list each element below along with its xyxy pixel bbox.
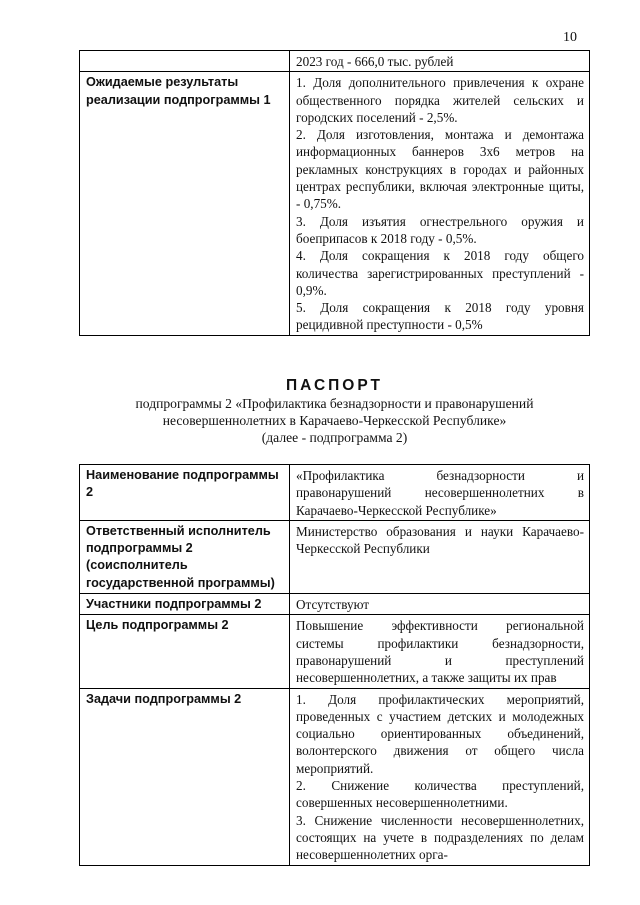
- table-row: [80, 615, 590, 688]
- row-value: «Профилактика безнадзорности и правонарушений несовершеннолетних в Карачаево-Черкесской Республике»: [290, 465, 590, 521]
- list-item: 3. Снижение численности несовершеннолетних, состоящих на учете в подразделениях по делам несовершеннолетних орга-: [296, 812, 584, 863]
- finance-tail-cell: 2023 год - 666,0 тыс. рублей: [290, 51, 590, 72]
- page-number: 10: [563, 30, 577, 45]
- table-row: [80, 594, 590, 615]
- list-item: 2. Доля изготовления, монтажа и демонтажа информационных баннеров 3х6 метров на рекламных конструкциях в городах и районных центрах республики, включая электронные щиты, - 0,75%.: [296, 127, 584, 212]
- row-value: Повышение эффективности региональной системы профилактики безнадзорности, правонарушений и преступлений несовершеннолетних, а также защиты их прав: [290, 615, 590, 688]
- row-value: Отсутствуют: [290, 594, 590, 615]
- passport-subtitle-2: несовершеннолетних в Карачаево-Черкесской Республике»: [162, 413, 507, 428]
- results-label: Ожидаемые результаты реализации подпрограммы 1: [80, 72, 290, 335]
- row-label: Цель подпрограммы 2: [80, 615, 290, 688]
- row-value: Министерство образования и науки Карачаево-Черкесской Республики: [290, 520, 590, 593]
- table-row: [80, 688, 590, 865]
- list-item: 5. Доля сокращения к 2018 году уровня рецидивной преступности - 0,5%: [296, 300, 584, 333]
- list-item: 2. Снижение количества преступлений, совершенных несовершеннолетними.: [296, 778, 584, 811]
- row-label: Участники подпрограммы 2: [80, 594, 290, 615]
- row-label: Ответственный исполнитель подпрограммы 2 (соисполнитель государственной программы): [80, 520, 290, 593]
- table-row: [80, 520, 590, 593]
- tasks-cell: [290, 688, 590, 865]
- passport-subtitle-1: подпрограммы 2 «Профилактика безнадзорности и правонарушений: [135, 396, 534, 411]
- passport-subtitle-3: (далее - подпрограмма 2): [261, 430, 408, 445]
- passport-heading: [79, 376, 590, 446]
- table-row: [80, 51, 590, 72]
- list-item: 4. Доля сокращения к 2018 году общего количества зарегистрированных преступлений - 0,9%.: [296, 248, 584, 298]
- table-cell: [80, 51, 290, 72]
- list-item: 3. Доля изъятия огнестрельного оружия и боеприпасов к 2018 году - 0,5%.: [296, 213, 584, 246]
- row-label: Наименование подпрограммы 2: [80, 465, 290, 521]
- results-cell: [290, 72, 590, 335]
- tasks-label: Задачи подпрограммы 2: [80, 688, 290, 865]
- list-item: 1. Доля дополнительного привлечения к охране общественного порядка жителей сельских и городских поселений - 2,5%.: [296, 75, 584, 125]
- subprogram2-passport-table: [79, 464, 590, 866]
- table-row: [80, 72, 590, 335]
- table-row: [80, 465, 590, 521]
- passport-title: ПАСПОРТ: [286, 377, 383, 394]
- list-item: 1. Доля профилактических мероприятий, проведенных с участием детских и молодежных социально ориентированных объединений, волонтерского движения от общего числа мероприятий.: [296, 691, 584, 776]
- subprogram1-table: [79, 50, 590, 336]
